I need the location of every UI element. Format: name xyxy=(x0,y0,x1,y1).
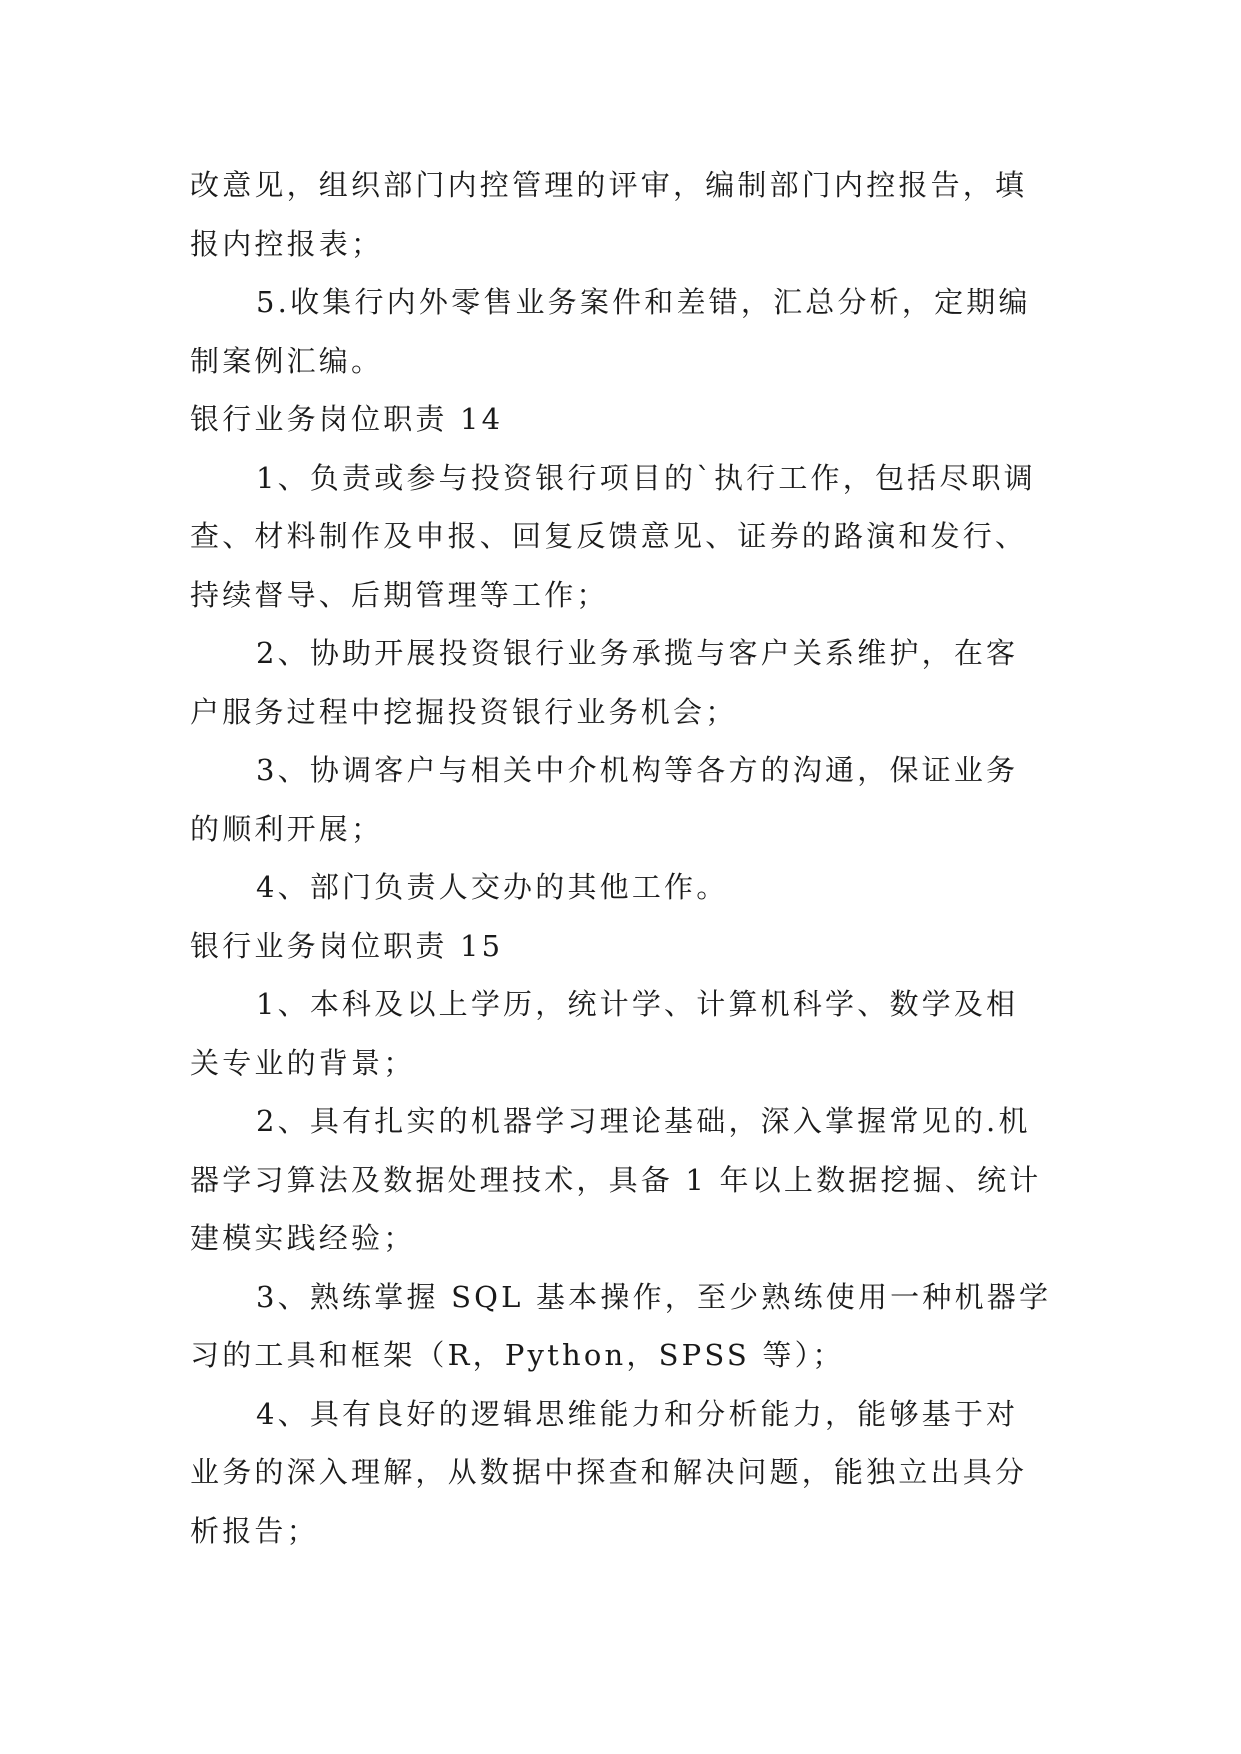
text-line: 1、负责或参与投资银行项目的`执行工作，包括尽职调 xyxy=(256,460,1036,495)
text-line: 业务的深入理解，从数据中探查和解决问题，能独立出具分 xyxy=(190,1455,1028,1489)
text-line: 银行业务岗位职责 14 xyxy=(190,402,504,436)
text-line: 建模实践经验； xyxy=(190,1221,416,1255)
text-line: 3、熟练掌握 SQL 基本操作，至少熟练使用一种机器学 xyxy=(256,1279,1052,1314)
text-line: 5.收集行内外零售业务案件和差错，汇总分析，定期编 xyxy=(256,285,1031,319)
text-line: 1、本科及以上学历，统计学、计算机科学、数学及相 xyxy=(256,987,1019,1021)
text-line: 习的工具和框架（R，Python，SPSS 等）； xyxy=(190,1338,845,1372)
text-line: 器学习算法及数据处理技术，具备 1 年以上数据挖掘、统计 xyxy=(190,1162,1042,1197)
document-body xyxy=(190,156,1050,1560)
text-line: 析报告； xyxy=(190,1513,319,1548)
text-line: 银行业务岗位职责 15 xyxy=(190,928,504,963)
text-line: 户服务过程中挖掘投资银行业务机会； xyxy=(190,694,738,729)
text-line: 4、部门负责人交办的其他工作。 xyxy=(256,870,729,904)
text-line: 2、具有扎实的机器学习理论基础，深入掌握常见的.机 xyxy=(256,1104,1031,1138)
text-line: 改意见，组织部门内控管理的评审，编制部门内控报告，填 xyxy=(190,168,1028,202)
text-line: 3、协调客户与相关中介机构等各方的沟通，保证业务 xyxy=(256,753,1019,787)
text-line: 关专业的背景； xyxy=(190,1045,416,1080)
text-line: 4、具有良好的逻辑思维能力和分析能力，能够基于对 xyxy=(256,1396,1019,1431)
text-line: 查、材料制作及申报、回复反馈意见、证券的路演和发行、 xyxy=(190,519,1028,553)
text-line: 报内控报表； xyxy=(190,226,384,261)
text-line: 的顺利开展； xyxy=(190,811,384,846)
text-line: 制案例汇编。 xyxy=(190,343,384,378)
text-line: 持续督导、后期管理等工作； xyxy=(190,577,609,612)
text-line: 2、协助开展投资银行业务承揽与客户关系维护，在客 xyxy=(256,636,1019,670)
